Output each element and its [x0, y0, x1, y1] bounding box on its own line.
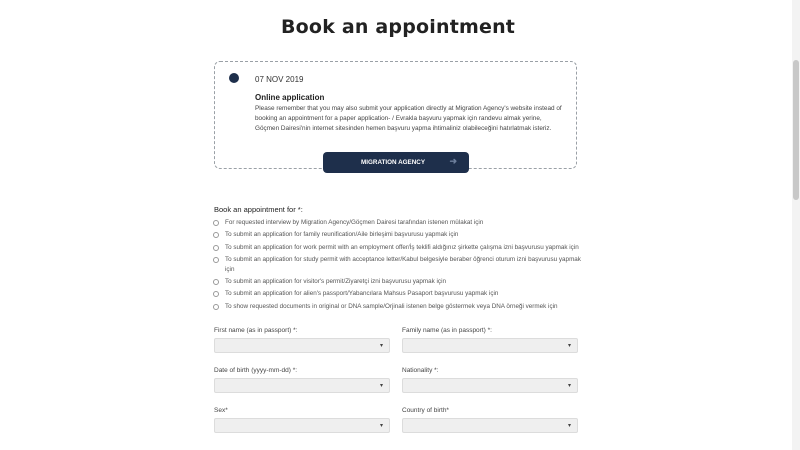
option-label: To submit an application for visitor's permit/Ziyaretçi izni başvurusu yapmak için	[225, 278, 446, 286]
notice-date: 07 NOV 2019	[255, 75, 304, 84]
first-name-field[interactable]	[214, 338, 390, 353]
appointment-option[interactable]	[213, 230, 583, 240]
caret-down-icon: ▾	[567, 423, 571, 429]
radio-button[interactable]	[213, 232, 219, 238]
family-name-label: Family name (as in passport) *:	[402, 327, 492, 334]
radio-button[interactable]	[213, 291, 219, 297]
option-label: To submit an application for family reunification/Aile birleşimi başvurusu yapmak için	[225, 231, 459, 239]
scrollbar-thumb[interactable]	[793, 60, 799, 200]
appointment-option[interactable]	[213, 255, 583, 275]
radio-button[interactable]	[213, 304, 219, 310]
nationality-select[interactable]	[402, 378, 578, 393]
radio-button[interactable]	[213, 257, 219, 263]
sex-select[interactable]	[214, 418, 390, 433]
timeline-dot-icon	[229, 73, 239, 83]
caret-down-icon: ▾	[379, 423, 383, 429]
nationality-label: Nationality *:	[402, 367, 439, 374]
dob-label: Date of birth (yyyy-mm-dd) *:	[214, 367, 298, 374]
migration-agency-button[interactable]	[323, 152, 469, 173]
country-of-birth-label: Country of birth*	[402, 407, 449, 414]
option-label: For requested interview by Migration Agency/Göçmen Dairesi tarafından istenen mülakat için	[225, 219, 484, 226]
radio-button[interactable]	[213, 279, 219, 285]
page-title: Book an appointment	[281, 16, 516, 38]
notice-heading: Online application	[255, 93, 325, 102]
caret-down-icon: ▾	[567, 383, 571, 389]
appointment-type-label: Book an appointment for *:	[214, 205, 303, 214]
country-of-birth-select[interactable]	[402, 418, 578, 433]
appointment-option[interactable]	[213, 218, 583, 228]
family-name-field[interactable]	[402, 338, 578, 353]
radio-button[interactable]	[213, 220, 219, 226]
first-name-label: First name (as in passport) *:	[214, 327, 298, 334]
option-label: To submit an application for work permit with an employment offer/İş teklifi aldığınız şirkette çalışma izni başvurusu yapmak için	[225, 243, 579, 251]
option-label: To show requested documents in original or DNA sample/Orjinali istenen belge göstermek veya DNA örneği vermek için	[225, 302, 558, 310]
migration-agency-button-label: MIGRATION AGENCY	[361, 159, 426, 166]
appointment-option[interactable]	[213, 302, 583, 312]
radio-button[interactable]	[213, 245, 219, 251]
appointment-option[interactable]	[213, 243, 583, 253]
appointment-option[interactable]	[213, 277, 583, 287]
caret-down-icon: ▾	[379, 343, 383, 349]
sex-label: Sex*	[214, 407, 228, 414]
caret-down-icon: ▾	[567, 343, 571, 349]
dob-field[interactable]	[214, 378, 390, 393]
caret-down-icon: ▾	[379, 383, 383, 389]
option-label: To submit an application for alien's passport/Yabancılara Mahsus Pasaport başvurusu yapmak için	[225, 290, 499, 298]
arrow-right-icon: ➜	[449, 156, 457, 166]
appointment-option[interactable]	[213, 289, 583, 299]
scrollbar[interactable]	[792, 0, 800, 450]
option-label: To submit an application for study permit with acceptance letter/Kabul belgesiyle beraber öğrenci oturum izni başvurusu yapmak için	[225, 255, 581, 273]
appointment-type-options	[213, 218, 583, 314]
notice-body: Please remember that you may also submit your application directly at Migration Agency's website instead of booking an appointment for a paper application- / Evrakla başvuru yapmak için randevu almak yerine, Göçmen Dairesi'nin internet sitesinden hemen başvuru yapma ihtimaliniz olabileceğini hatırlatmak isteriz.	[255, 105, 562, 132]
